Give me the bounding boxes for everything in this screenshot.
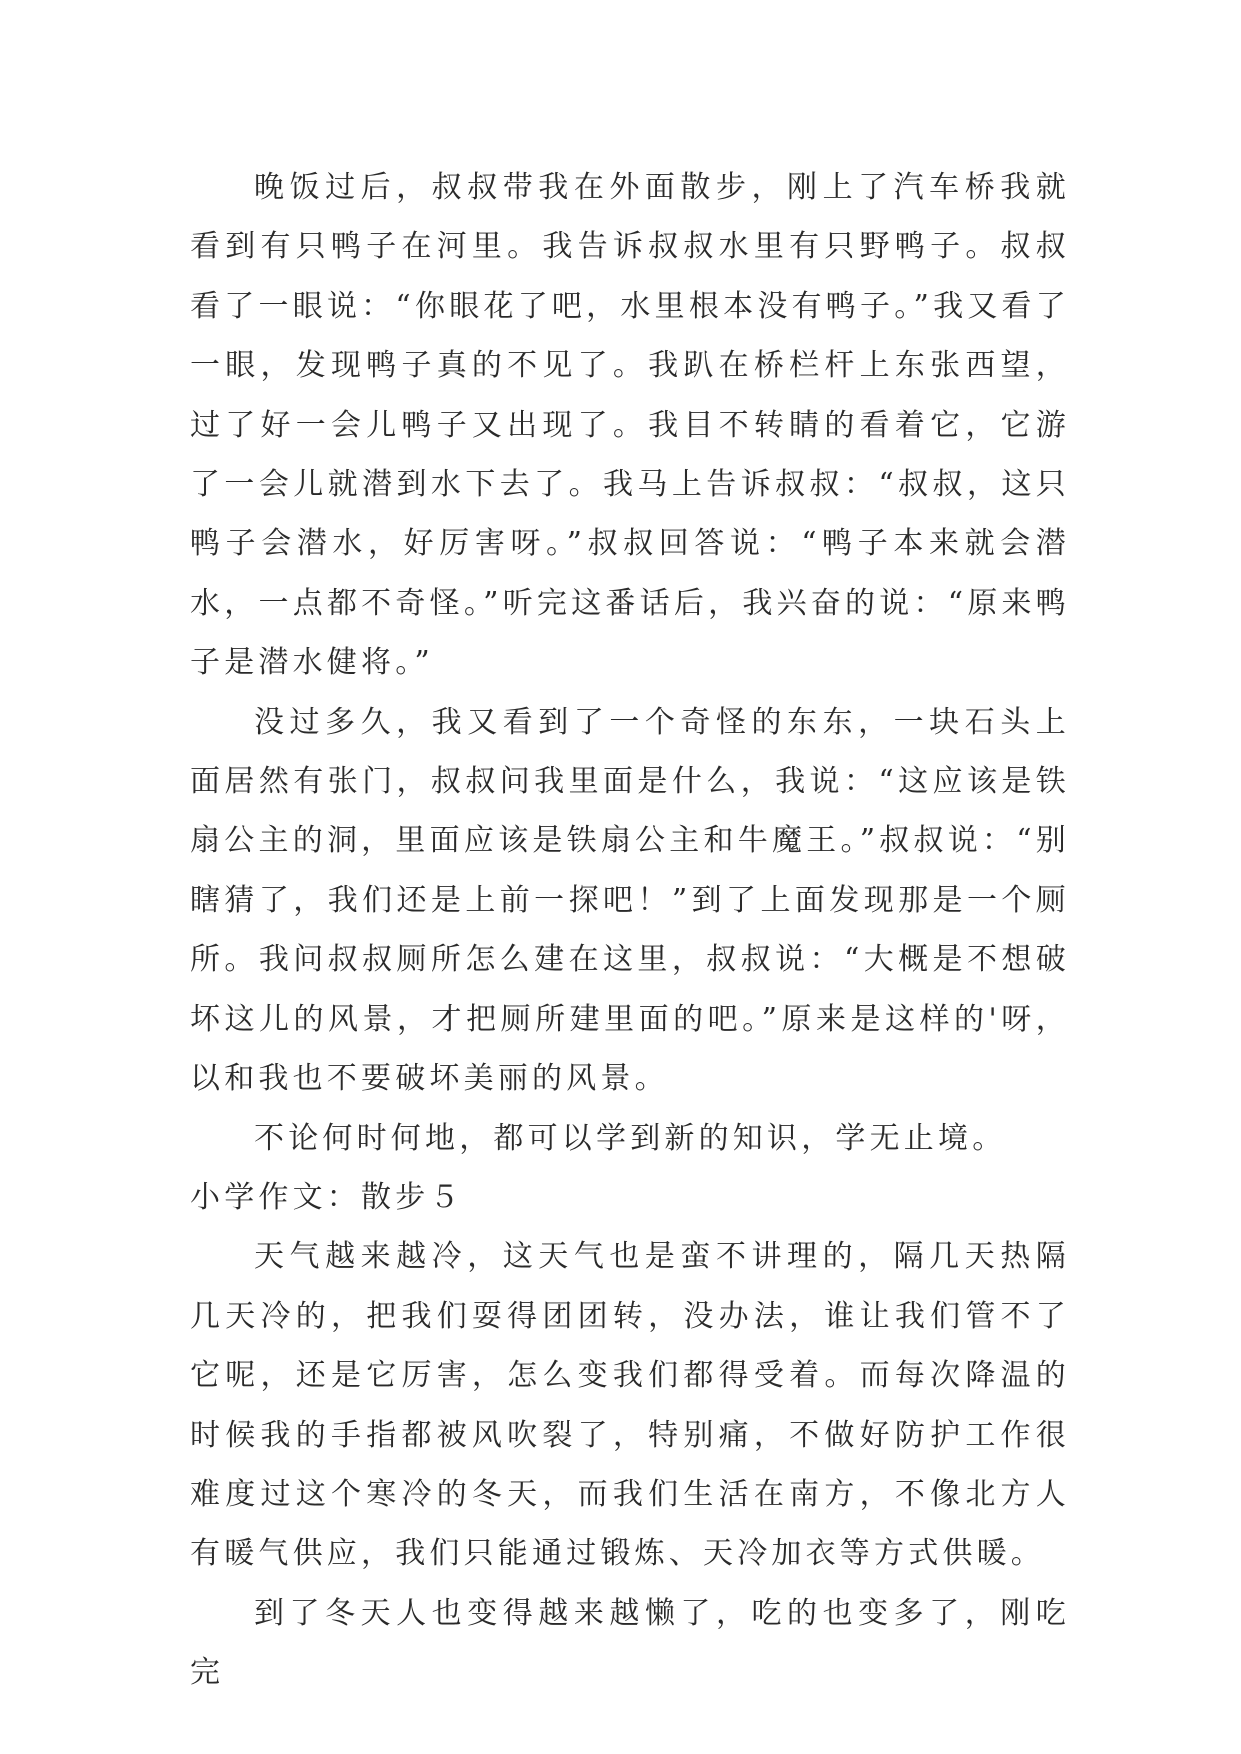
paragraph-stone-door: 没过多久，我又看到了一个奇怪的东东，一块石头上面居然有张门，叔叔问我里面是什么，我说：“这应该是铁扇公主的洞，里面应该是铁扇公主和牛魔王。”叔叔说：“别瞎猜了，我们还是上前一探吧！”到了上面发现那是一个厕所。我问叔叔厕所怎么建在这里，叔叔说：“大概是不想破坏这儿的风景，才把厕所建里面的吧。”原来是这样的'呀，以和我也不要破坏美丽的风景。: [190, 704, 1070, 1097]
paragraph-cold-weather: 天气越来越冷，这天气也是蛮不讲理的，隔几天热隔几天冷的，把我们耍得团团转，没办法，谁让我们管不了它呢，还是它厉害，怎么变我们都得受着。而每次降温的时候我的手指都被风吹裂了，特别痛，不做好防护工作很难度过这个寒冷的冬天，而我们生活在南方，不像北方人有暖气供应，我们只能通过锻炼、天冷加衣等方式供暖。: [190, 1239, 1070, 1572]
paragraph-conclusion: 不论何时何地，都可以学到新的知识，学无止境。: [254, 1120, 1007, 1156]
document-body: [190, 158, 1070, 1703]
paragraph-walk-duck: 晚饭过后，叔叔带我在外面散步，刚上了汽车桥我就看到有只鸭子在河里。我告诉叔叔水里有只野鸭子。叔叔看了一眼说：“你眼花了吧，水里根本没有鸭子。”我又看了一眼，发现鸭子真的不见了。我趴在桥栏杆上东张西望，过了好一会儿鸭子又出现了。我目不转睛的看着它，它游了一会儿就潜到水下去了。我马上告诉叔叔：“叔叔，这只鸭子会潜水，好厉害呀。”叔叔回答说：“鸭子本来就会潜水，一点都不奇怪。”听完这番话后，我兴奋的说：“原来鸭子是潜水健将。”: [190, 170, 1070, 681]
paragraph-winter-lazy: 到了冬天人也变得越来越懒了，吃的也变多了，刚吃完: [190, 1595, 1070, 1691]
essay-heading: 小学作文：散步５: [190, 1179, 464, 1215]
